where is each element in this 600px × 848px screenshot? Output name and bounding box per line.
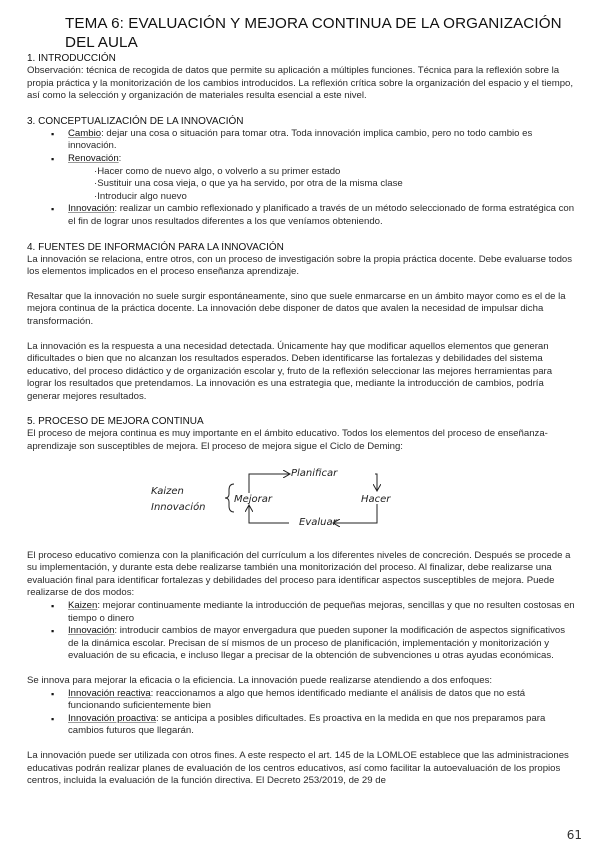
arrow-planificar-to-hacer — [375, 474, 377, 490]
innovation-approaches-list — [27, 688, 575, 738]
arrow-evaluar-to-mejorar — [249, 506, 289, 523]
section-1-text: Observación: técnica de recogida de datos que permite su aplicación a múltiples funciones. Técnica para la reflexión sobre la propia práctica y la monitorización de los cambios introducidos. La reflexión crítica sobre la organización del espacio y el tiempo, así como la selección y organización de materiales resulta esencial a este nivel. — [27, 65, 574, 102]
label-kaizen: Kaizen — [151, 485, 184, 497]
label-innovacion: Innovación — [151, 501, 206, 513]
document-page — [27, 14, 575, 788]
section-3-heading: 3. CONCEPTUALIZACIÓN DE LA INNOVACIÓN — [27, 115, 244, 127]
sub-item: · Hacer como de nuevo algo, o volverlo a su primer estado — [94, 166, 575, 179]
improvement-modes-list — [27, 600, 575, 663]
deming-cycle-diagram — [27, 460, 575, 546]
section-5-paragraph: El proceso educativo comienza con la planificación del currículum a los diferentes niveles de concreción. Después se procede a su implementación, y durante esta debe realizarse también una monitorización del proceso. Al finalizar, debe realizarse una evaluación final para identificar fortalezas y debilidades del proceso para identificar aspectos susceptibles de mejora. Puede realizarse de dos modos: — [27, 549, 571, 599]
section-4-paragraph: La innovación se relaciona, entre otros, con un proceso de investigación sobre la propia práctica docente. Debe evaluarse todos los elementos implicados en el proceso enseñanza aprendizaje. — [27, 253, 573, 278]
list-item: ▪ Renovación: · Hacer como de nuevo algo, o volverlo a su primer estado · Sustituir una cosa vieja, o que ya ha servido, por otra de la misma clase · Introducir algo nuevo — [51, 153, 575, 203]
list-item: ▪ Innovación: introducir cambios de mayor envergadura que pueden suponer la modificación de aspectos significativos de la dinámica escolar. Precisan de sí mismos de un proceso de planificación, implementación y monitorización y evaluación de su eficacia, e incluso llegar a precisar de la obtención de subvenciones u otras ayudas económicas. — [51, 625, 575, 663]
label-evaluar: Evaluar — [299, 516, 337, 528]
section-5-heading: 5. PROCESO DE MEJORA CONTINUA — [27, 416, 204, 428]
section-4-heading: 4. FUENTES DE INFORMACIÓN PARA LA INNOVACIÓN — [27, 241, 284, 253]
sub-item: · Introducir algo nuevo — [94, 191, 575, 204]
section-5-paragraph: La innovación puede ser utilizada con otros fines. A este respecto el art. 145 de la LOMLOE establece que las administraciones educativas podrán realizar planes de evaluación de los centros educativos, así como facilitar la autoevaluación de los propios centros, incluida la evaluación de la función directiva. El Decreto 253/2019, de 29 de — [27, 749, 569, 787]
brace — [225, 484, 234, 512]
arrow-hacer-to-evaluar — [334, 504, 377, 523]
renovacion-sublist — [68, 166, 575, 204]
section-4-paragraph: La innovación es la respuesta a una necesidad detectada. Únicamente hay que modificar aquellos elementos que generan dificultades o bien que no alcanzan los resultados esperados. Deben identificarse las fortalezas y debilidades del sistema educativo, del proceso didáctico y de organización escolar y, fruto de la reflexión seleccionar las mejores herramientas para lograr los resultados que pretendamos. La innovación es una estrategia que, mediante la introducción de cambios, podría generar mejores resultados. — [27, 340, 553, 402]
list-item: ▪ Kaizen: mejorar continuamente mediante la introducción de pequeñas mejoras, sencillas y que no resulten costosas en tiempo o dinero — [51, 600, 575, 625]
page-number: 61 — [566, 828, 582, 842]
label-hacer: Hacer — [361, 493, 391, 505]
list-item: ▪ Innovación reactiva: reaccionamos a algo que hemos identificado mediante el análisis de datos que no está funcionando suficientemente bien — [51, 688, 575, 713]
section-1-heading: 1. INTRODUCCIÓN — [27, 53, 116, 64]
page-title: TEMA 6: EVALUACIÓN Y MEJORA CONTINUA DE LA ORGANIZACIÓN DEL AULA — [65, 15, 562, 51]
sub-item: · Sustituir una cosa vieja, o que ya ha servido, por otra de la misma clase — [94, 178, 575, 191]
list-item: ▪ Innovación proactiva: se anticipa a posibles dificultades. Es proactiva en la medida en que nos preparamos para cambios futuros que llegarán. — [51, 713, 575, 738]
arrow-mejorar-to-planificar — [249, 474, 289, 493]
list-item: ▪ Innovación: realizar un cambio reflexionado y planificado a través de un método seleccionado de forma estratégica con el fin de lograr unos resultados diferentes a los que veníamos obteniendo. — [51, 203, 575, 228]
section-5-paragraph: El proceso de mejora continua es muy importante en el ámbito educativo. Todos los elementos del proceso de enseñanza-aprendizaje son susceptibles de mejora. El proceso de mejora sigue el Ciclo de Deming: — [27, 428, 548, 453]
section-5-paragraph: Se innova para mejorar la eficacia o la eficiencia. La innovación puede realizarse atendiendo a dos enfoques: — [27, 675, 493, 686]
innovation-concepts-list — [27, 128, 575, 229]
label-planificar: Planificar — [291, 467, 338, 479]
label-mejorar: Mejorar — [234, 493, 273, 505]
list-item: ▪ Cambio: dejar una cosa o situación para tomar otra. Toda innovación implica cambio, pero no todo cambio es innovación. — [51, 128, 575, 153]
section-4-paragraph: Resaltar que la innovación no suele surgir espontáneamente, sino que suele enmarcarse en un ámbito mayor como es el de la mejora continua de la práctica docente. La innovación debe disponer de datos que avalen la necesidad de impulsar dicha transformación. — [27, 290, 566, 327]
